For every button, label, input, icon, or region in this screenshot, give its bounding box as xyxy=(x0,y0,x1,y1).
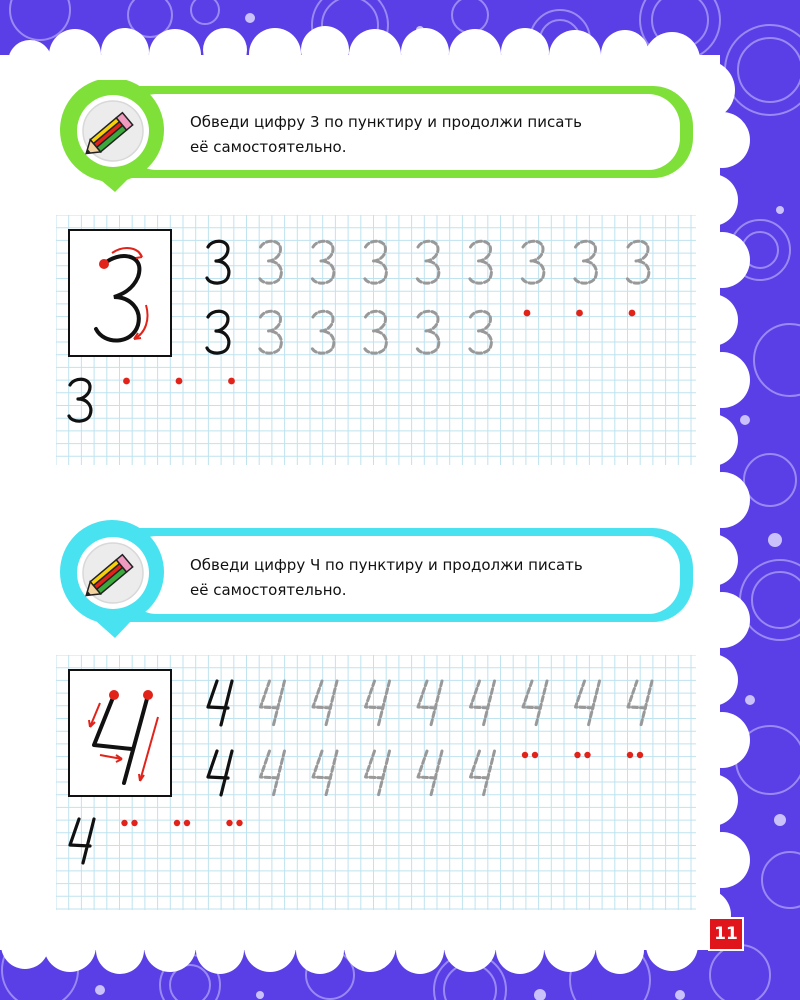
start-dot xyxy=(228,378,235,385)
start-dot xyxy=(174,820,190,826)
digit-solid-sample xyxy=(208,751,232,795)
instruction-text-4 xyxy=(190,553,660,603)
digit-solid-sample xyxy=(207,241,229,283)
digit-dashed-trace xyxy=(627,241,649,283)
instruction-line-2: её самостоятельно. xyxy=(190,138,347,156)
instruction-line-1: Обведи цифру 3 по пунктиру и продолжи писать xyxy=(190,113,582,131)
start-dot xyxy=(176,378,183,385)
start-dot xyxy=(524,310,531,317)
digit-dashed-trace xyxy=(260,311,282,353)
digit-dashed-trace xyxy=(522,241,544,283)
digit-dashed-trace xyxy=(575,241,597,283)
page-number: 11 xyxy=(708,917,744,951)
digit-solid-sample xyxy=(207,311,229,353)
model-digit-4 xyxy=(68,669,172,797)
digit-dashed-trace xyxy=(261,751,285,795)
pencil-icon xyxy=(68,88,158,174)
start-dot xyxy=(121,820,137,826)
start-dot xyxy=(123,378,130,385)
digit-dashed-trace xyxy=(313,751,337,795)
start-dot xyxy=(226,820,242,826)
digit-dashed-trace xyxy=(365,311,387,353)
digit-dashed-trace xyxy=(418,751,442,795)
digit-dashed-trace xyxy=(471,751,495,795)
instruction-text-3 xyxy=(190,110,660,160)
start-dot xyxy=(627,752,643,758)
start-dot xyxy=(522,752,538,758)
digit-dashed-trace xyxy=(417,241,439,283)
digit-solid-sample xyxy=(70,819,94,863)
instruction-line-1: Обведи цифру Ч по пунктиру и продолжи писать xyxy=(190,556,583,574)
model-digit-3 xyxy=(68,229,172,357)
digit-solid-sample xyxy=(69,379,91,421)
instruction-line-2: её самостоятельно. xyxy=(190,581,347,599)
digit-dashed-trace xyxy=(260,241,282,283)
digit-dashed-trace xyxy=(417,311,439,353)
pencil-icon xyxy=(68,530,158,616)
start-dot xyxy=(629,310,636,317)
start-dot xyxy=(576,310,583,317)
start-dot xyxy=(574,752,590,758)
digit-dashed-trace xyxy=(365,241,387,283)
